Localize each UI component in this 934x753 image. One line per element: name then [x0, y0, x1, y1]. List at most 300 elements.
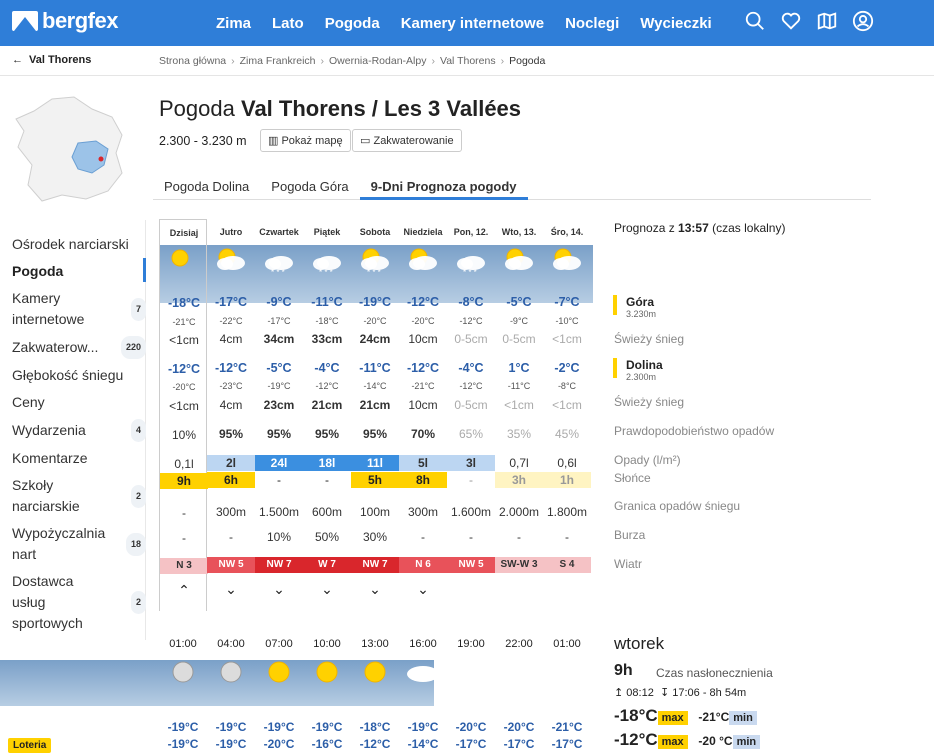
- hour-time: 13:00: [361, 638, 389, 650]
- sun-hours: 9h: [614, 662, 633, 679]
- sun-hours: 6h: [207, 472, 255, 488]
- snow-line: 300m: [407, 505, 439, 519]
- storm-chance: -: [182, 531, 186, 545]
- top-fresh-snow: 0-5cm: [502, 332, 536, 346]
- day-label: Jutro: [219, 227, 243, 237]
- wind-speed: W 7: [303, 557, 351, 573]
- sidebar-item-osrodek[interactable]: [12, 231, 146, 258]
- hour-valley-temp: -12°C: [359, 737, 391, 751]
- heart-icon[interactable]: [780, 10, 802, 32]
- tab-valley[interactable]: Pogoda Dolina: [164, 179, 250, 194]
- hour-cloud-icon: [543, 658, 591, 688]
- sun-hours: 3h: [495, 472, 543, 488]
- legend-top-label: Góra: [626, 295, 655, 309]
- weather-snow-icon: [303, 245, 351, 284]
- hourly-column: [255, 638, 303, 751]
- top-min-temp: -12°C: [459, 316, 483, 326]
- top-min-temp: -17°C: [267, 316, 291, 326]
- day-label: Niedziela: [403, 227, 443, 237]
- chevron-right-icon: ›: [500, 55, 505, 67]
- sidebar-item-label: Wypożyczalnia nart: [12, 525, 106, 562]
- precip-probability: 95%: [362, 427, 388, 441]
- bergfex-logo[interactable]: [12, 8, 118, 34]
- legend-valley: [614, 358, 663, 382]
- weather-sun-cloud-icon: [495, 245, 543, 284]
- snow-line: -: [182, 506, 186, 520]
- top-min-temp: -21°C: [172, 317, 196, 327]
- sidebar-menu: [12, 231, 146, 637]
- hour-cloud-icon: [399, 658, 447, 688]
- svg-text:* * *: * * *: [367, 268, 381, 277]
- top-fresh-snow: 0-5cm: [454, 332, 488, 346]
- top-max-temp: -18°C: [167, 296, 201, 310]
- precip-probability: 65%: [458, 427, 484, 441]
- sunrise-icon: ↥: [614, 687, 624, 699]
- hour-top-temp: -19°C: [263, 720, 295, 734]
- top-fresh-snow: 10cm: [408, 332, 438, 346]
- storm-chance: 50%: [314, 530, 340, 544]
- top-fresh-snow: 24cm: [359, 332, 391, 346]
- show-map-button[interactable]: [260, 129, 351, 152]
- breadcrumb-item[interactable]: Val Thorens: [439, 55, 496, 67]
- hour-time: 22:00: [505, 638, 533, 650]
- day-label: Sobota: [359, 227, 391, 237]
- sun-hours: -: [277, 473, 281, 487]
- top-max-temp: -11°C: [311, 295, 343, 309]
- precip-amount: 0,6l: [557, 456, 577, 470]
- hourly-column: [159, 638, 207, 751]
- header-actions: [744, 10, 874, 32]
- sun-hours: -: [325, 473, 329, 487]
- sidebar-item-ceny[interactable]: [12, 389, 146, 416]
- wind-speed: S 4: [543, 557, 591, 573]
- valley-fresh-snow: 4cm: [219, 398, 243, 412]
- sidebar-item-szkoly[interactable]: [12, 472, 146, 520]
- hour-time: 07:00: [265, 638, 293, 650]
- top-fresh-snow: 4cm: [219, 332, 243, 346]
- promo-badge[interactable]: Loteria: [8, 738, 51, 753]
- hour-time: 19:00: [457, 638, 485, 650]
- sidebar-item-label: Pogoda: [12, 263, 64, 279]
- nav-kamery[interactable]: Kamery internetowe: [400, 14, 545, 32]
- top-min-temp: -20°C: [411, 316, 435, 326]
- valley-min-temp: -20°C: [172, 382, 196, 392]
- back-label: Val Thorens: [29, 54, 92, 66]
- day-label: Piątek: [313, 227, 341, 237]
- forecast-issued: [614, 221, 785, 235]
- nav-noclegi[interactable]: Noclegi: [565, 14, 620, 32]
- top-fresh-snow: <1cm: [552, 332, 582, 346]
- precip-probability: 95%: [218, 427, 244, 441]
- hour-valley-temp: -20°C: [263, 737, 295, 751]
- valley-min-temp: -21°C: [411, 381, 435, 391]
- issued-prefix: Prognoza z: [614, 221, 675, 235]
- wind-speed: NW 7: [351, 557, 399, 573]
- hourly-column: [495, 638, 543, 751]
- storm-chance: -: [469, 530, 473, 544]
- search-icon[interactable]: [744, 10, 766, 32]
- precip-probability: 95%: [314, 427, 340, 441]
- france-map-thumbnail[interactable]: [12, 95, 127, 205]
- accommodation-button[interactable]: [352, 129, 462, 152]
- hour-time: 01:00: [169, 638, 197, 650]
- arrow-left-icon: ←: [12, 54, 23, 66]
- breadcrumb-bar: [0, 46, 934, 76]
- forecast-day-column[interactable]: [447, 219, 495, 611]
- snow-line: 1.500m: [258, 505, 300, 519]
- top-navigation-bar: [0, 0, 934, 46]
- precip-amount: 0,1l: [174, 457, 194, 471]
- snow-line: 100m: [359, 505, 391, 519]
- legend-sun: Słońce: [614, 471, 651, 485]
- top-min-temp: -20°C: [363, 316, 387, 326]
- valley-fresh-snow: 0-5cm: [454, 398, 488, 412]
- breadcrumb-item[interactable]: Owernia-Rodan-Alpy: [329, 55, 427, 67]
- sidebar-item-label: Dostawca usług sportowych: [12, 573, 83, 631]
- legend-top: [614, 295, 656, 319]
- sidebar-item-pogoda[interactable]: [12, 258, 146, 285]
- show-map-label: Pokaż mapę: [281, 135, 343, 147]
- hour-top-temp: -19°C: [167, 720, 199, 734]
- min-tag: min: [733, 735, 761, 749]
- precip-amount: 5l: [399, 455, 447, 471]
- top-min-temp: -18°C: [315, 316, 339, 326]
- day-label: Wto, 13.: [501, 227, 537, 237]
- nav-lato[interactable]: Lato: [272, 14, 304, 32]
- valley-fresh-snow: 21cm: [311, 398, 343, 412]
- wind-speed: NW 5: [207, 557, 255, 573]
- sidebar-item-zakwaterowanie[interactable]: [12, 333, 146, 362]
- nav-wycieczki[interactable]: Wycieczki: [640, 14, 712, 32]
- back-link[interactable]: [12, 54, 91, 66]
- valley-fresh-snow: <1cm: [552, 398, 582, 412]
- count-badge: 18: [126, 533, 146, 556]
- hour-moon-icon: [159, 658, 207, 688]
- legend-marker: [613, 295, 617, 315]
- forecast-day-column[interactable]: [255, 219, 303, 611]
- valley-fresh-snow: 10cm: [408, 398, 438, 412]
- hour-time: 10:00: [313, 638, 341, 650]
- wind-speed: NW 7: [255, 557, 303, 573]
- top-max-temp: -8°C: [458, 295, 484, 309]
- hour-top-temp: -19°C: [311, 720, 343, 734]
- wind-speed: N 3: [160, 558, 208, 574]
- chevron-up-icon[interactable]: ⌃: [178, 582, 190, 598]
- sidebar-item-label: Zakwaterow...: [12, 339, 99, 355]
- sidebar-item-komentarze[interactable]: [12, 445, 146, 472]
- snow-line: 600m: [311, 505, 343, 519]
- sidebar-item-dostawca[interactable]: [12, 568, 146, 637]
- weather-snow-icon: [255, 245, 303, 284]
- forecast-day-column[interactable]: [399, 219, 447, 611]
- chevron-down-icon[interactable]: ⌄: [273, 581, 285, 597]
- breadcrumb: [159, 55, 545, 67]
- weather-sun-cloud-icon: [543, 245, 591, 284]
- max-tag: max: [658, 711, 688, 725]
- weather-snow-icon: [447, 245, 495, 284]
- max-tag: max: [658, 735, 688, 749]
- day-label: Śro, 14.: [550, 227, 584, 237]
- top-max-temp: -19°C: [358, 295, 392, 309]
- chevron-down-icon[interactable]: ⌄: [417, 581, 429, 597]
- top-max-temp: -9°C: [266, 295, 292, 309]
- chevron-right-icon: ›: [431, 55, 435, 67]
- hour-top-temp: -19°C: [407, 720, 439, 734]
- hour-valley-temp: -14°C: [407, 737, 439, 751]
- wind-speed: SW-W 3: [495, 557, 543, 573]
- sidebar-item-label: Głębokość śniegu: [12, 367, 124, 383]
- hour-valley-temp: -19°C: [167, 737, 199, 751]
- valley-temps: [614, 730, 760, 750]
- nav-pogoda[interactable]: Pogoda: [324, 14, 380, 32]
- count-badge: 220: [121, 336, 146, 359]
- hourly-column: [351, 638, 399, 751]
- top-fresh-snow: 34cm: [263, 332, 295, 346]
- sidebar-item-wydarzenia[interactable]: [12, 416, 146, 445]
- hour-top-temp: -19°C: [215, 720, 247, 734]
- chevron-down-icon[interactable]: ⌄: [369, 581, 381, 597]
- sunrise-sunset: [614, 686, 746, 699]
- top-min-temp: -21°C: [698, 710, 730, 724]
- chevron-down-icon[interactable]: ⌄: [225, 581, 237, 597]
- sun-hours: 9h: [160, 473, 208, 489]
- day-label: Czwartek: [259, 227, 299, 237]
- top-fresh-snow: 33cm: [311, 332, 343, 346]
- hour-time: 04:00: [217, 638, 245, 650]
- svg-text:* * *: * * *: [271, 268, 285, 277]
- count-badge: 2: [131, 591, 146, 614]
- legend-probability: Prawdopodobieństwo opadów: [614, 424, 775, 438]
- sunrise-time: 08:12: [626, 687, 654, 699]
- hourly-column: [207, 638, 255, 751]
- valley-max-temp: 1°C: [508, 361, 530, 375]
- valley-max-temp: -11°C: [359, 361, 391, 375]
- valley-min-temp: -12°C: [315, 381, 339, 391]
- breadcrumb-item[interactable]: Strona główna: [159, 55, 227, 67]
- hour-valley-temp: -16°C: [311, 737, 343, 751]
- wind-speed: N 6: [399, 557, 447, 573]
- forecast-day-column[interactable]: [207, 219, 255, 611]
- count-badge: 7: [131, 298, 146, 321]
- storm-chance: -: [565, 530, 569, 544]
- hour-top-temp: -20°C: [455, 720, 487, 734]
- legend-fresh-snow-top: Świeży śnieg: [614, 332, 685, 346]
- legend-valley-label: Dolina: [626, 358, 663, 372]
- day-detail: [614, 634, 773, 749]
- top-max-temp: -5°C: [506, 295, 532, 309]
- valley-fresh-snow: <1cm: [504, 398, 534, 412]
- sun-hours: 5h: [351, 472, 399, 488]
- hour-top-temp: -21°C: [551, 720, 583, 734]
- tab-9day[interactable]: 9-Dni Prognoza pogody: [360, 177, 528, 200]
- valley-max-temp: -12°C: [167, 362, 201, 376]
- svg-text:* * *: * * *: [463, 268, 477, 277]
- forecast-day-column[interactable]: [351, 219, 399, 611]
- snow-line: 2.000m: [498, 505, 540, 519]
- sidebar-item-label: Ośrodek narciarski: [12, 236, 129, 252]
- count-badge: 4: [131, 419, 146, 442]
- sun-hours: -: [469, 473, 473, 487]
- forecast-table: [159, 219, 593, 611]
- day-label: Pon, 12.: [453, 227, 489, 237]
- count-badge: 2: [131, 485, 146, 508]
- hour-time: 16:00: [409, 638, 437, 650]
- location-marker-icon: [99, 157, 104, 162]
- tab-mountain[interactable]: Pogoda Góra: [271, 179, 349, 194]
- hour-valley-temp: -17°C: [455, 737, 487, 751]
- top-min-temp: -9°C: [509, 316, 529, 326]
- sunset-time: 17:06: [672, 687, 700, 699]
- hour-top-temp: -18°C: [359, 720, 391, 734]
- valley-min-temp: -11°C: [507, 381, 531, 391]
- nav-zima[interactable]: Zima: [216, 14, 252, 32]
- forecast-tabs: [153, 177, 871, 200]
- chevron-right-icon: ›: [320, 55, 324, 67]
- user-icon[interactable]: [852, 10, 874, 32]
- precip-amount: 2l: [207, 455, 255, 471]
- sidebar-item-label: Wydarzenia: [12, 422, 86, 438]
- valley-max-temp: -12°C: [406, 361, 440, 375]
- hour-valley-temp: -17°C: [503, 737, 535, 751]
- sidebar-item-wypozyczalnia[interactable]: [12, 520, 146, 568]
- sidebar-item-label: Komentarze: [12, 450, 88, 466]
- hour-cloud-icon: [495, 658, 543, 688]
- hourly-column: [447, 638, 495, 751]
- valley-fresh-snow: <1cm: [169, 399, 199, 413]
- issued-suffix: (czas lokalny): [712, 221, 786, 235]
- storm-chance: -: [229, 530, 233, 544]
- precip-probability: 70%: [410, 427, 436, 441]
- top-fresh-snow: <1cm: [169, 333, 199, 347]
- precip-amount: 18l: [303, 455, 351, 471]
- forecast-day-column[interactable]: [303, 219, 351, 611]
- storm-chance: -: [421, 530, 425, 544]
- precip-amount: 0,7l: [509, 456, 529, 470]
- legend-marker: [613, 358, 617, 378]
- valley-min-temp: -8°C: [557, 381, 577, 391]
- hourly-column: [399, 638, 447, 751]
- precip-probability: 95%: [266, 427, 292, 441]
- top-temps: [614, 706, 757, 726]
- hour-sun-icon: [255, 658, 303, 688]
- page-title: [159, 96, 521, 122]
- chevron-down-icon[interactable]: ⌄: [321, 581, 333, 597]
- legend-fresh-snow-valley: Świeży śnieg: [614, 395, 685, 409]
- legend-storm: Burza: [614, 528, 646, 542]
- top-max-temp: -17°C: [214, 295, 248, 309]
- wind-speed: NW 5: [447, 557, 495, 573]
- top-min-temp: -10°C: [555, 316, 579, 326]
- precip-amount: 3l: [447, 455, 495, 471]
- valley-min-temp: -12°C: [459, 381, 483, 391]
- storm-chance: -: [517, 530, 521, 544]
- sun-hours: 8h: [399, 472, 447, 488]
- snow-line: 1.600m: [450, 505, 492, 519]
- valley-max-temp: -4°C: [314, 361, 340, 375]
- breadcrumb-item[interactable]: Zima Frankreich: [239, 55, 316, 67]
- accommodation-label: Zakwaterowanie: [373, 135, 454, 147]
- top-max-temp: -18°C: [614, 706, 658, 725]
- resort-name: Val Thorens / Les 3 Vallées: [240, 96, 522, 121]
- forecast-day-column[interactable]: [543, 219, 591, 611]
- weather-sun-cloud-icon: [399, 245, 447, 284]
- sidebar-item-kamery[interactable]: [12, 285, 146, 333]
- precip-probability: 45%: [554, 427, 580, 441]
- valley-min-temp: -20 °C: [698, 734, 733, 748]
- forecast-day-column[interactable]: [495, 219, 543, 611]
- valley-fresh-snow: 23cm: [263, 398, 295, 412]
- sidebar-item-label: Szkoły narciarskie: [12, 477, 80, 514]
- hourly-column: [303, 638, 351, 751]
- precip-amount: 24l: [255, 455, 303, 471]
- title-prefix: Pogoda: [159, 96, 235, 121]
- breadcrumb-current: Pogoda: [509, 55, 546, 67]
- valley-min-temp: -14°C: [363, 381, 387, 391]
- day-name: wtorek: [614, 634, 665, 653]
- hourly-column: [543, 638, 591, 751]
- sidebar-item-glebokosc[interactable]: [12, 362, 146, 389]
- brand-name: bergfex: [42, 8, 118, 33]
- chevron-right-icon: ›: [231, 55, 235, 67]
- altitude-range: 2.300 - 3.230 m: [159, 134, 247, 148]
- snow-line: 1.800m: [546, 505, 588, 519]
- daylight-duration: - 8h 54m: [702, 687, 747, 699]
- valley-min-temp: -19°C: [267, 381, 291, 391]
- hour-valley-temp: -17°C: [551, 737, 583, 751]
- hour-moon-icon: [207, 658, 255, 688]
- storm-chance: 10%: [266, 530, 292, 544]
- top-max-temp: -7°C: [554, 295, 580, 309]
- hour-cloud-icon: [447, 658, 495, 688]
- map-icon[interactable]: [816, 10, 838, 32]
- weather-sun-snow-icon: [351, 245, 399, 284]
- main-nav: [216, 0, 712, 46]
- snow-line: 300m: [215, 505, 247, 519]
- svg-text:* * *: * * *: [319, 268, 333, 277]
- legend-precip: Opady (l/m²): [614, 453, 681, 467]
- valley-max-temp: -12°C: [214, 361, 248, 375]
- sunset-icon: ↧: [659, 687, 670, 699]
- valley-max-temp: -5°C: [266, 361, 292, 375]
- legend-top-alt: 3.230m: [626, 309, 657, 319]
- valley-fresh-snow: 21cm: [359, 398, 391, 412]
- top-max-temp: -12°C: [406, 295, 440, 309]
- sun-hours-label: Czas nasłonecznienia: [656, 666, 773, 680]
- precip-amount: 11l: [351, 455, 399, 471]
- sidebar-item-label: Kamery internetowe: [12, 290, 85, 327]
- valley-max-temp: -12°C: [614, 730, 658, 749]
- valley-max-temp: -2°C: [554, 361, 580, 375]
- min-tag: min: [729, 711, 757, 725]
- legend-wind: Wiatr: [614, 557, 642, 571]
- legend-snowline: Granica opadów śniegu: [614, 499, 741, 513]
- day-label: Dzisiaj: [169, 228, 199, 238]
- hour-valley-temp: -19°C: [215, 737, 247, 751]
- top-min-temp: -22°C: [219, 316, 243, 326]
- sun-hours: 1h: [543, 472, 591, 488]
- forecast-day-column[interactable]: [159, 219, 207, 611]
- issued-time: 13:57: [678, 221, 709, 235]
- storm-chance: 30%: [362, 530, 388, 544]
- hour-sun-icon: [351, 658, 399, 688]
- bed-icon: ▭: [360, 135, 371, 147]
- hour-time: 01:00: [553, 638, 581, 650]
- weather-sun-icon: [160, 246, 208, 285]
- legend-valley-alt: 2.300m: [626, 372, 657, 382]
- hour-top-temp: -20°C: [503, 720, 535, 734]
- precip-probability: 10%: [171, 428, 197, 442]
- sidebar-item-label: Ceny: [12, 394, 45, 410]
